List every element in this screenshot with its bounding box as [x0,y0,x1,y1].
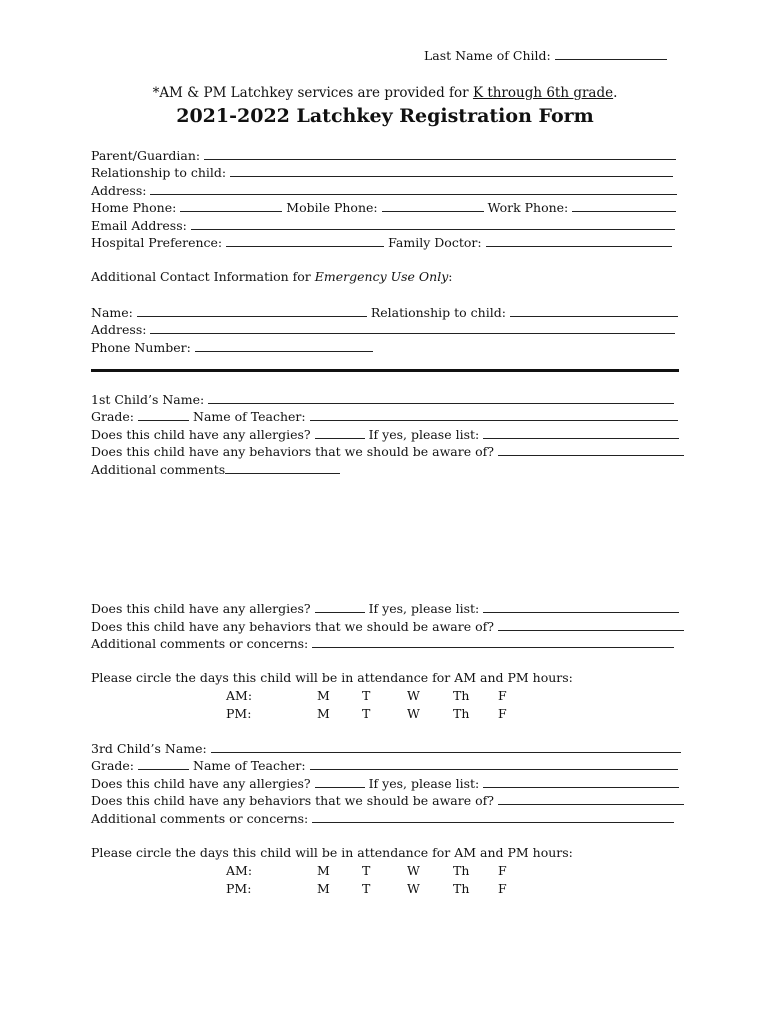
hospital-label: Hospital Preference: [91,235,223,250]
mobile-phone-label: Mobile Phone: [286,200,378,215]
last-name-label: Last Name of Child: [424,48,551,63]
child1-behaviors-field[interactable] [498,443,684,456]
child1-grade-label: Grade: [91,409,135,424]
child3-allergies-row [91,775,679,792]
child1-allergies-label: Does this child have any allergies? [91,427,311,442]
child1-grade-row [91,408,678,425]
guardian-label: Parent/Guardian: [91,148,201,163]
child2-circle-days: Please circle the days this child will be in attendance for AM and PM hours: [91,670,573,685]
child2-behaviors-field[interactable] [498,618,684,631]
child2-days-grid [0,687,770,723]
child3-teacher-field[interactable] [310,757,678,770]
child3-pm-label: PM: [226,881,252,896]
child3-am-friday[interactable]: F [498,863,507,878]
child1-comments-label: Additional comments [91,462,226,477]
child2-behaviors-label: Does this child have any behaviors that we should be aware of? [91,619,494,634]
emergency-intro-colon: : [448,269,453,284]
mobile-phone-field[interactable] [382,199,484,212]
emergency-relationship-field[interactable] [510,304,678,317]
child2-am-wednesday[interactable]: W [407,688,420,703]
child3-name-row [91,740,681,757]
child2-pm-wednesday[interactable]: W [407,706,420,721]
child3-pm-thursday[interactable]: Th [453,881,470,896]
emergency-intro-text: Additional Contact Information for [91,269,315,284]
child2-am-label: AM: [226,688,253,703]
child2-if-yes-label: If yes, please list: [368,601,480,616]
child3-allergies-field[interactable] [315,775,365,788]
doctor-label: Family Doctor: [388,235,482,250]
child3-am-tuesday[interactable]: T [362,863,371,878]
child1-name-row [91,391,674,408]
child1-if-yes-label: If yes, please list: [368,427,480,442]
services-note-text: *AM & PM Latchkey services are provided for [152,85,473,101]
relationship-field[interactable] [230,164,673,177]
child3-comments-field[interactable] [312,810,674,823]
child3-am-label: AM: [226,863,253,878]
emergency-relationship-label: Relationship to child: [370,305,506,320]
child2-am-monday[interactable]: M [317,688,330,703]
child1-behaviors-row [91,443,684,460]
email-label: Email Address: [91,218,187,233]
child3-allergies-label: Does this child have any allergies? [91,776,311,791]
address-field[interactable] [150,182,677,195]
child2-pm-monday[interactable]: M [317,706,330,721]
child2-am-tuesday[interactable]: T [362,688,371,703]
child3-am-monday[interactable]: M [317,863,330,878]
child3-name-label: 3rd Child’s Name: [91,741,207,756]
emergency-phone-field[interactable] [195,339,373,352]
child1-teacher-field[interactable] [310,408,678,421]
child2-allergies-field[interactable] [315,600,365,613]
emergency-intro [91,269,453,285]
child1-allergies-field[interactable] [315,426,365,439]
child2-allergy-list-field[interactable] [483,600,679,613]
child2-behaviors-row [91,618,684,635]
child3-grade-label: Grade: [91,758,135,773]
child2-am-friday[interactable]: F [498,688,507,703]
child3-if-yes-label: If yes, please list: [368,776,480,791]
email-field[interactable] [191,217,675,230]
home-phone-label: Home Phone: [91,200,177,215]
emergency-name-label: Name: [91,305,133,320]
child3-behaviors-label: Does this child have any behaviors that we should be aware of? [91,793,494,808]
emergency-name-field[interactable] [137,304,367,317]
child3-behaviors-field[interactable] [498,792,684,805]
services-note-period: . [613,85,618,101]
child3-circle-days: Please circle the days this child will be in attendance for AM and PM hours: [91,845,573,860]
work-phone-field[interactable] [572,199,676,212]
emergency-address-row [91,321,675,338]
hospital-row [91,234,672,251]
last-name-row [424,47,667,64]
child1-teacher-label: Name of Teacher: [193,409,306,424]
child3-pm-tuesday[interactable]: T [362,881,371,896]
child2-pm-thursday[interactable]: Th [453,706,470,721]
work-phone-label: Work Phone: [487,200,569,215]
child3-pm-wednesday[interactable]: W [407,881,420,896]
child3-comments-label: Additional comments or concerns: [91,811,309,826]
child2-pm-friday[interactable]: F [498,706,507,721]
emergency-intro-emphasis: Emergency Use Only [314,269,449,284]
child1-behaviors-label: Does this child have any behaviors that we should be aware of? [91,444,494,459]
child1-allergy-list-field[interactable] [483,426,679,439]
relationship-row [91,164,673,181]
emergency-address-label: Address: [91,322,147,337]
child3-am-wednesday[interactable]: W [407,863,420,878]
child1-grade-field[interactable] [138,408,189,421]
child3-teacher-label: Name of Teacher: [193,758,306,773]
child3-pm-friday[interactable]: F [498,881,507,896]
child3-am-thursday[interactable]: Th [453,863,470,878]
relationship-label: Relationship to child: [91,165,227,180]
guardian-field[interactable] [204,147,676,160]
child3-comments-row [91,810,674,827]
doctor-field[interactable] [486,234,672,247]
child1-comments-row [91,461,340,478]
child2-comments-label: Additional comments or concerns: [91,636,309,651]
emergency-phone-label: Phone Number: [91,340,191,355]
child2-comments-field[interactable] [312,635,674,648]
child1-allergies-row [91,426,679,443]
child3-behaviors-row [91,792,684,809]
address-row [91,182,677,199]
services-note [0,85,770,101]
child3-name-field[interactable] [211,740,681,753]
page-title: 2021-2022 Latchkey Registration Form [176,105,594,127]
child1-name-label: 1st Child’s Name: [91,392,205,407]
services-note-grades: K through 6th grade [472,85,614,101]
section-divider [91,369,679,372]
child2-pm-label: PM: [226,706,252,721]
emergency-phone-row [91,339,373,356]
emergency-name-row [91,304,678,321]
child2-pm-tuesday[interactable]: T [362,706,371,721]
home-phone-field[interactable] [180,199,282,212]
child2-allergies-row [91,600,679,617]
child3-days-grid [0,862,770,898]
address-label: Address: [91,183,147,198]
email-row [91,217,675,234]
child3-grade-row [91,757,678,774]
child3-pm-monday[interactable]: M [317,881,330,896]
guardian-row [91,147,676,164]
child3-allergy-list-field[interactable] [483,775,679,788]
emergency-address-field[interactable] [150,321,675,334]
child1-comments-field[interactable] [225,461,340,474]
child2-comments-row [91,635,674,652]
child1-name-field[interactable] [208,391,674,404]
hospital-field[interactable] [226,234,384,247]
child3-grade-field[interactable] [138,757,189,770]
child2-am-thursday[interactable]: Th [453,688,470,703]
phones-row [91,199,676,216]
child2-allergies-label: Does this child have any allergies? [91,601,311,616]
last-name-field[interactable] [555,47,667,60]
